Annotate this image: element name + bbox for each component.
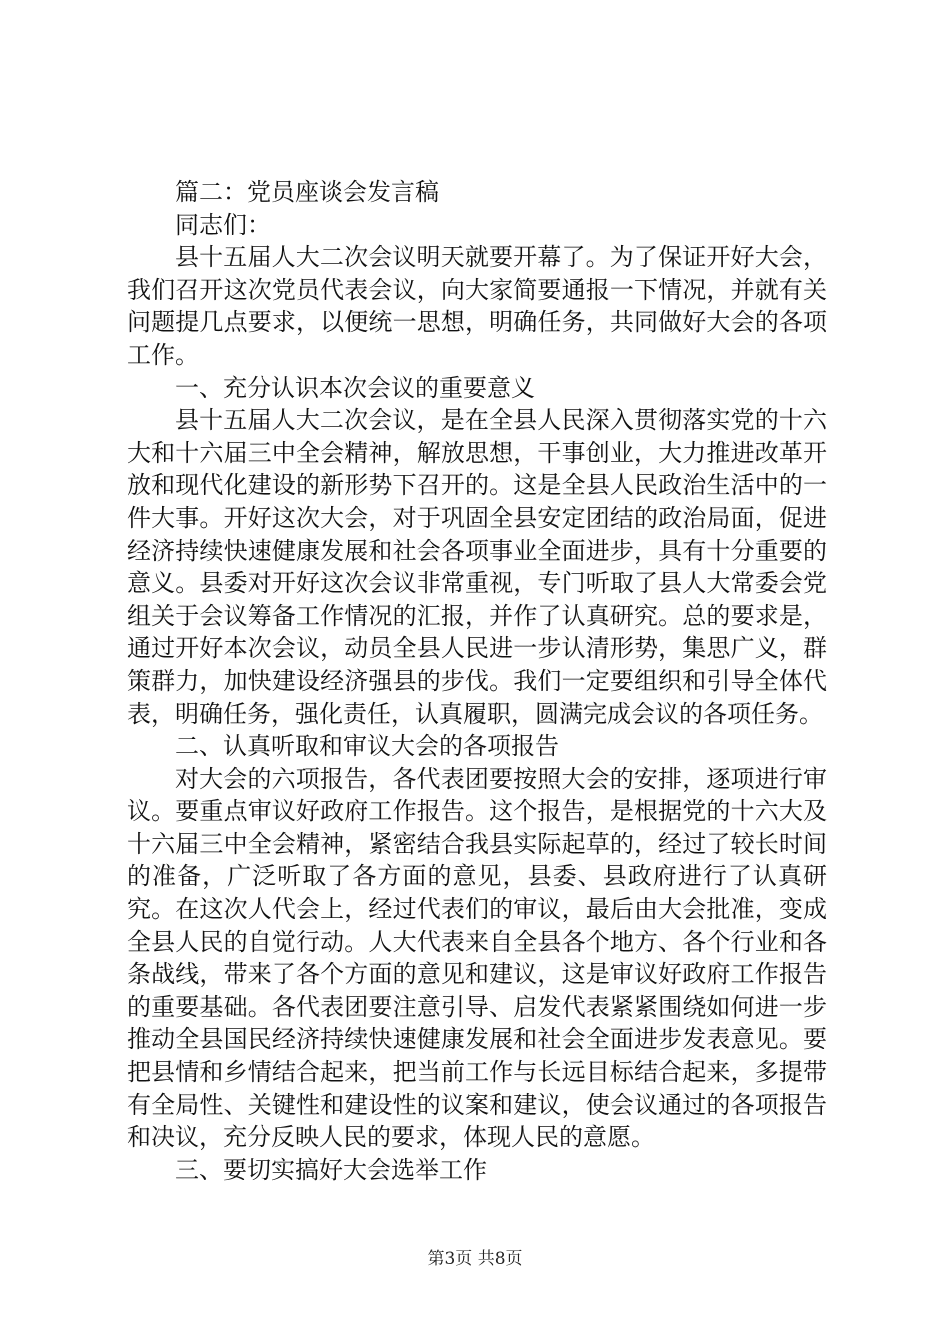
section-heading-3: 三、要切实搞好大会选举工作	[175, 1155, 487, 1184]
section-heading-2: 二、认真听取和审议大会的各项报告	[175, 732, 559, 761]
section-heading-1: 一、充分认识本次会议的重要意义	[175, 373, 535, 402]
salutation: 同志们：	[175, 210, 271, 239]
document-body	[127, 176, 827, 1186]
paragraph-section-1: 县十五届人大二次会议，是在全县人民深入贯彻落实党的十六大和十六届三中全会精神，解放思想，干事创业，大力推进改革开放和现代化建设的新形势下召开的。这是全县人民政治生活中的一件大事。开好这次大会，对于巩固全县安定团结的政治局面，促进经济持续快速健康发展和社会各项事业全面进步，具有十分重要的意义。县委对开好这次会议非常重视，专门听取了县人大常委会党组关于会议筹备工作情况的汇报，并作了认真研究。总的要求是，通过开好本次会议，动员全县人民进一步认清形势，集思广义，群策群力，加快建设经济强县的步伐。我们一定要组织和引导全体代表，明确任务，强化责任，认真履职，圆满完成会议的各项任务。	[127, 406, 827, 728]
page-number-footer: 第3页 共8页	[427, 1249, 523, 1269]
document-title: 篇二：党员座谈会发言稿	[175, 178, 439, 206]
paragraph-intro: 县十五届人大二次会议明天就要开幕了。为了保证开好大会，我们召开这次党员代表会议，向大家简要通报一下情况，并就有关问题提几点要求，以便统一思想，明确任务，共同做好大会的各项工作。	[127, 243, 827, 369]
paragraph-section-2: 对大会的六项报告，各代表团要按照大会的安排，逐项进行审议。要重点审议好政府工作报告。这个报告，是根据党的十六大及十六届三中全会精神，紧密结合我县实际起草的，经过了较长时间的准备，广泛听取了各方面的意见，县委、县政府进行了认真研究。在这次人代会上，经过代表们的审议，最后由大会批准，变成全县人民的自觉行动。人大代表来自全县各个地方、各个行业和各条战线，带来了各个方面的意见和建议，这是审议好政府工作报告的重要基础。各代表团要注意引导、启发代表紧紧围绕如何进一步推动全县国民经济持续快速健康发展和社会全面进步发表意见。要把县情和乡情结合起来，把当前工作与长远目标结合起来，多提带有全局性、关键性和建设性的议案和建议，使会议通过的各项报告和决议，充分反映人民的要求，体现人民的意愿。	[127, 764, 827, 1152]
